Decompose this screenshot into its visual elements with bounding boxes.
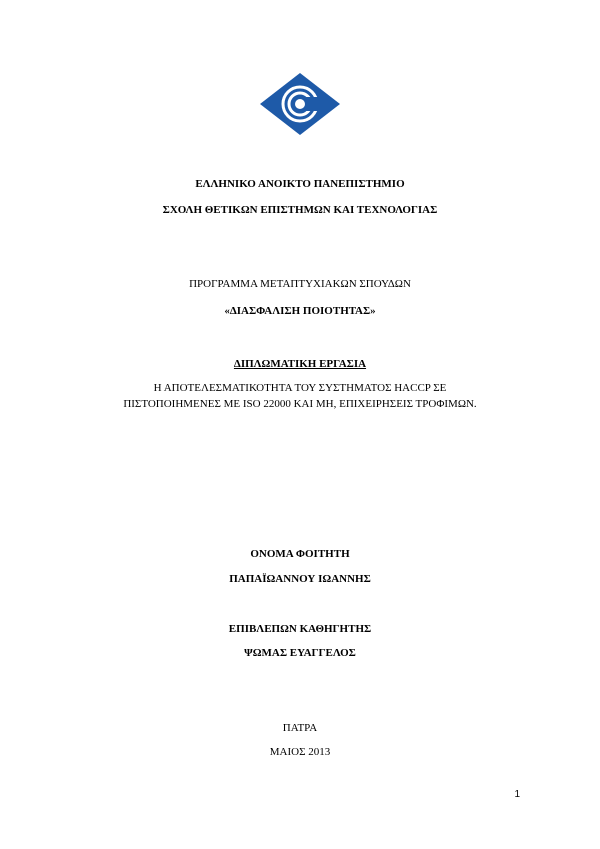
supervisor-label: ΕΠΙΒΛΕΠΩΝ ΚΑΘΗΓΗΤΗΣ — [228, 623, 372, 635]
city: ΠΑΤΡΑ — [282, 722, 318, 734]
page-number: 1 — [514, 789, 520, 800]
student-name: ΠΑΠΑΪΩΑΝΝΟΥ ΙΩΑΝΝΗΣ — [229, 573, 371, 585]
program-name: «ΔΙΑΣΦΑΛΙΣΗ ΠΟΙΟΤΗΤΑΣ» — [224, 305, 376, 317]
university-logo-icon — [259, 72, 341, 136]
program-label: ΠΡΟΓΡΑΜΜΑ ΜΕΤΑΠΤΥΧΙΑΚΩΝ ΣΠΟΥΔΩΝ — [189, 278, 411, 290]
thesis-heading: ΔΙΠΛΩΜΑΤΙΚΗ ΕΡΓΑΣΙΑ — [233, 358, 367, 370]
supervisor-name: ΨΩΜΑΣ ΕΥΑΓΓΕΛΟΣ — [244, 647, 356, 659]
student-label: ΟΝΟΜΑ ΦΟΙΤΗΤΗ — [250, 548, 350, 560]
thesis-title-line2: ΠΙΣΤΟΠΟΙΗΜΕΝΕΣ ΜΕ ISO 22000 ΚΑΙ ΜΗ, ΕΠΙΧΕΙΡΗΣΕΙΣ ΤΡΟΦΙΜΩΝ. — [123, 398, 477, 410]
thesis-title-line1: Η ΑΠΟΤΕΛΕΣΜΑΤΙΚΟΤΗΤΑ ΤΟΥ ΣΥΣΤΗΜΑΤΟΣ HACCP ΣΕ — [153, 382, 447, 394]
school-name: ΣΧΟΛΗ ΘΕΤΙΚΩΝ ΕΠΙΣΤΗΜΩΝ ΚΑΙ ΤΕΧΝΟΛΟΓΙΑΣ — [162, 204, 438, 216]
date: ΜΑΙΟΣ 2013 — [269, 746, 331, 758]
university-name: ΕΛΛΗΝΙΚΟ ΑΝΟΙΚΤΟ ΠΑΝΕΠΙΣΤΗΜΙΟ — [195, 178, 405, 190]
